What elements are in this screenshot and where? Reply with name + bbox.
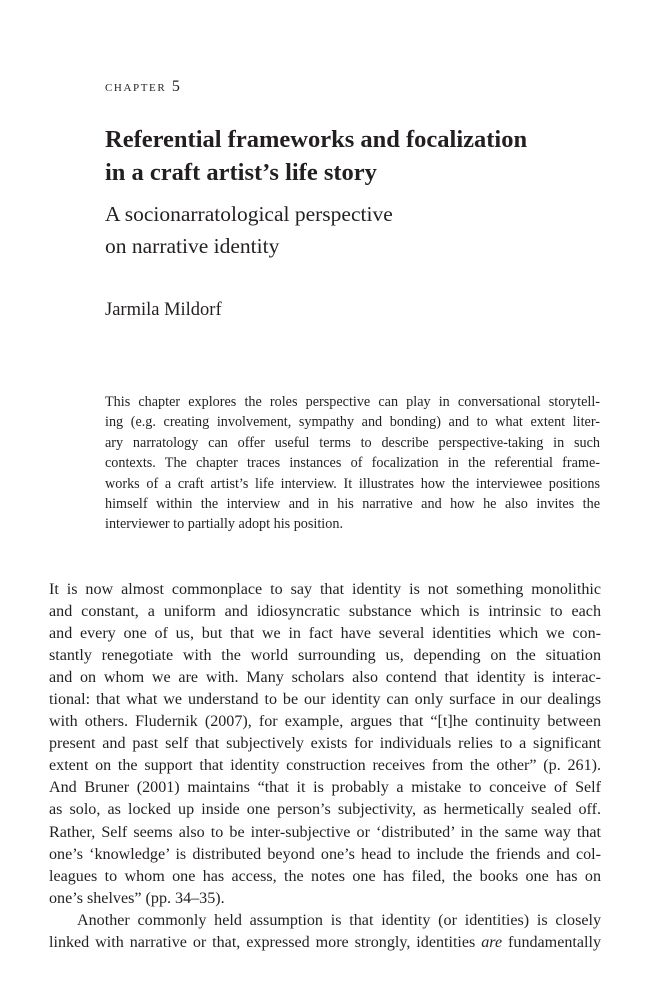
body-line: leagues to whom one has access, the notes one has filed, the books one has on [49,867,601,885]
body-line: stantly renegotiate with the world surrounding us, depending on the situation [49,647,601,665]
chapter-title-line-2: in a craft artist’s life story [105,159,377,186]
body-line: extent on the support that identity construction receives from the other” (p. 261). [49,757,601,775]
chapter-subtitle [105,198,585,262]
body-line: one’s ‘knowledge’ is distributed beyond one’s head to include the friends and col- [49,845,601,863]
abstract-line: contexts. The chapter traces instances of focalization in the referential frame- [105,455,600,472]
body-line: with others. Fludernik (2007), for example, argues that “[t]he continuity between [49,713,601,731]
chapter-subtitle-line-1: A socionarratological perspective [105,202,393,226]
chapter-abstract [105,392,600,535]
body-line: tional: that what we understand to be our identity can only surface in our dealings [49,691,601,709]
body-line-text: fundamentally [502,933,601,951]
body-line-text: linked with narrative or that, expressed more strongly, identities [49,933,482,951]
body-line: Rather, Self seems also to be inter-subjective or ‘distributed’ in the same way that [49,823,601,841]
body-line: one’s shelves” (pp. 34–35). [49,889,225,907]
chapter-subtitle-line-2: on narrative identity [105,234,280,258]
chapter-title-line-1: Referential frameworks and focalization [105,126,528,153]
abstract-line: ing (e.g. creating involvement, sympathy and bonding) and to what extent liter- [105,414,600,431]
chapter-title [105,123,585,189]
body-text [49,579,601,954]
body-line: as solo, as locked up inside one person’s subjectivity, as hermetically sealed off. [49,801,601,819]
body-line: It is now almost commonplace to say that identity is not something monolithic [49,581,601,598]
body-line: and on whom we are with. Many scholars also contend that identity is interac- [49,669,601,687]
author-name: Jarmila Mildorf [105,300,222,320]
abstract-line: ary narratology can offer useful terms to describe perspective-taking in such [105,434,600,451]
body-line: and every one of us, but that we in fact have several identities which we con- [49,625,601,643]
chapter-label: chapter 5 [105,78,182,95]
body-line: And Bruner (2001) maintains “that it is probably a mistake to conceive of Self [49,779,601,797]
abstract-line: interviewer to partially adopt his position. [105,516,343,533]
body-paragraph-start: Another commonly held assumption is that identity (or identities) is closely [77,911,601,929]
body-line: present and past self that subjectively exists for individuals relies to a significant [49,735,601,753]
body-line: and constant, a uniform and idiosyncratic substance which is intrinsic to each [49,603,601,621]
abstract-line: works of a craft artist’s life interview. It illustrates how the interviewee positions [105,475,600,492]
abstract-line: himself within the interview and in his narrative and how he also invites the [105,496,600,513]
emphasis-text: are [481,933,503,951]
abstract-line: This chapter explores the roles perspective can play in conversational storytell- [105,394,600,410]
body-line [49,932,601,954]
